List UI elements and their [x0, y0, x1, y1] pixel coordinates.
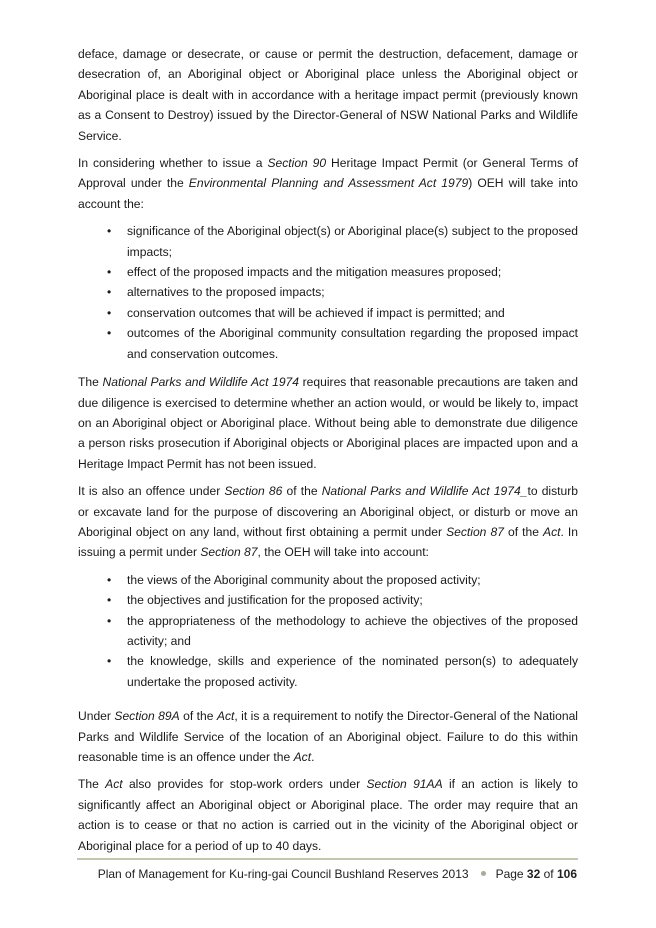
text: requires that reasonable precautions are taken and due diligence is exercised to determine whether an action would, or would be likely to, impact on an Aboriginal object or Aboriginal place. Without being able to demonstrate due diligence a person risks prosecution if Aboriginal objects or Aboriginal places are impacted upon and a Heritage Impact Permit has not been issued. — [78, 375, 579, 471]
text: of the — [282, 484, 322, 499]
text: It is also an offence under — [78, 484, 225, 499]
section-ref: Section 87 — [200, 545, 258, 560]
act-ref: Environmental Planning and Assessment Act 1979 — [188, 176, 469, 191]
list-item: • outcomes of the Aboriginal community consultation regarding the proposed impact and conservation outcomes. — [78, 323, 578, 364]
permit-considerations-list — [78, 570, 578, 692]
text: , the OEH will take into account: — [257, 545, 429, 560]
page-footer — [78, 866, 577, 882]
text: In considering whether to issue a — [78, 156, 268, 171]
act-ref: National Parks and Wildlife Act 1974_ — [321, 484, 528, 499]
bullet-separator-icon — [481, 871, 486, 876]
list-item: • the views of the Aboriginal community about the proposed activity; — [78, 570, 578, 590]
act-ref: National Parks and Wildlife Act 1974 — [102, 375, 299, 390]
text: ) OEH will take into account the: — [78, 176, 578, 211]
list-item: • the knowledge, skills and experience of the nominated person(s) to adequately undertake the proposed activity. — [78, 651, 578, 692]
text: if an action is likely to significantly affect an Aboriginal object or Aboriginal place. The order may require that an action is to cease or that no action is carried out in the vicinity of the Aboriginal object or Aboriginal place for a period of up to 40 days. — [78, 777, 578, 853]
text: of the — [503, 524, 544, 539]
list-item: • the appropriateness of the methodology to achieve the objectives of the proposed activity; and — [78, 611, 578, 652]
text: . In issuing a permit under — [78, 524, 579, 560]
paragraph-section-90 — [78, 153, 578, 214]
text: The — [78, 375, 103, 390]
section-ref: Section 86 — [224, 484, 283, 499]
footer-document-title: Plan of Management for Ku-ring-gai Council Bushland Reserves 2013 — [97, 867, 469, 881]
act-ref: Act — [216, 709, 235, 724]
text: also provides for stop-work orders under — [122, 777, 367, 792]
act-ref: Act — [105, 777, 123, 792]
current-page-number: 32 — [526, 867, 541, 881]
text: Under — [78, 709, 115, 724]
list-item: • alternatives to the proposed impacts; — [78, 282, 578, 302]
section-ref: Section 87 — [446, 524, 504, 539]
act-ref: Act — [543, 524, 561, 539]
list-item: • significance of the Aboriginal object(s) or Aboriginal place(s) subject to the proposed impacts; — [78, 221, 578, 262]
list-item: • the objectives and justification for the proposed activity; — [78, 590, 578, 610]
section-ref: Section 90 — [267, 156, 327, 171]
footer-divider — [77, 858, 578, 860]
paragraph-due-diligence — [78, 372, 578, 474]
oeh-considerations-list — [78, 221, 578, 364]
text: of the — [179, 709, 217, 724]
section-ref: Section 89A — [114, 709, 180, 724]
act-ref: Act — [293, 750, 312, 764]
total-page-count: 106 — [556, 867, 577, 881]
paragraph-section-91aa — [78, 774, 578, 856]
paragraph-deface: deface, damage or desecrate, or cause or permit the destruction, defacement, damage or desecration of, an Aboriginal object or Aboriginal place unless the Aboriginal object or Aboriginal place is dealt with in accordance with a heritage impact permit (previously known as a Consent to Destroy) issued by the Director-General of NSW National Parks and Wildlife Service. — [78, 47, 578, 143]
text: to disturb or excavate land for the purpose of discovering an Aboriginal object, or disturb or move an Aboriginal object on any land, without first obtaining a permit under — [78, 484, 578, 539]
list-item: • effect of the proposed impacts and the mitigation measures proposed; — [78, 262, 578, 282]
document-body — [78, 44, 578, 863]
page-label: Page — [495, 867, 527, 881]
text: Heritage Impact Permit (or General Terms of Approval under the — [78, 156, 579, 191]
of-label: of — [540, 867, 557, 881]
paragraph-section-89a — [78, 706, 578, 767]
list-item: • conservation outcomes that will be achieved if impact is permitted; and — [78, 303, 578, 323]
section-ref: Section 91AA — [366, 777, 443, 792]
paragraph-section-86 — [78, 481, 578, 563]
text: The — [78, 777, 106, 792]
text: , it is a requirement to notify the Director-General of the National Parks and Wildlife Service of the location of an Aboriginal object. Failure to do this within reasonable time is an offence under the — [78, 709, 578, 764]
text: . — [311, 750, 315, 764]
